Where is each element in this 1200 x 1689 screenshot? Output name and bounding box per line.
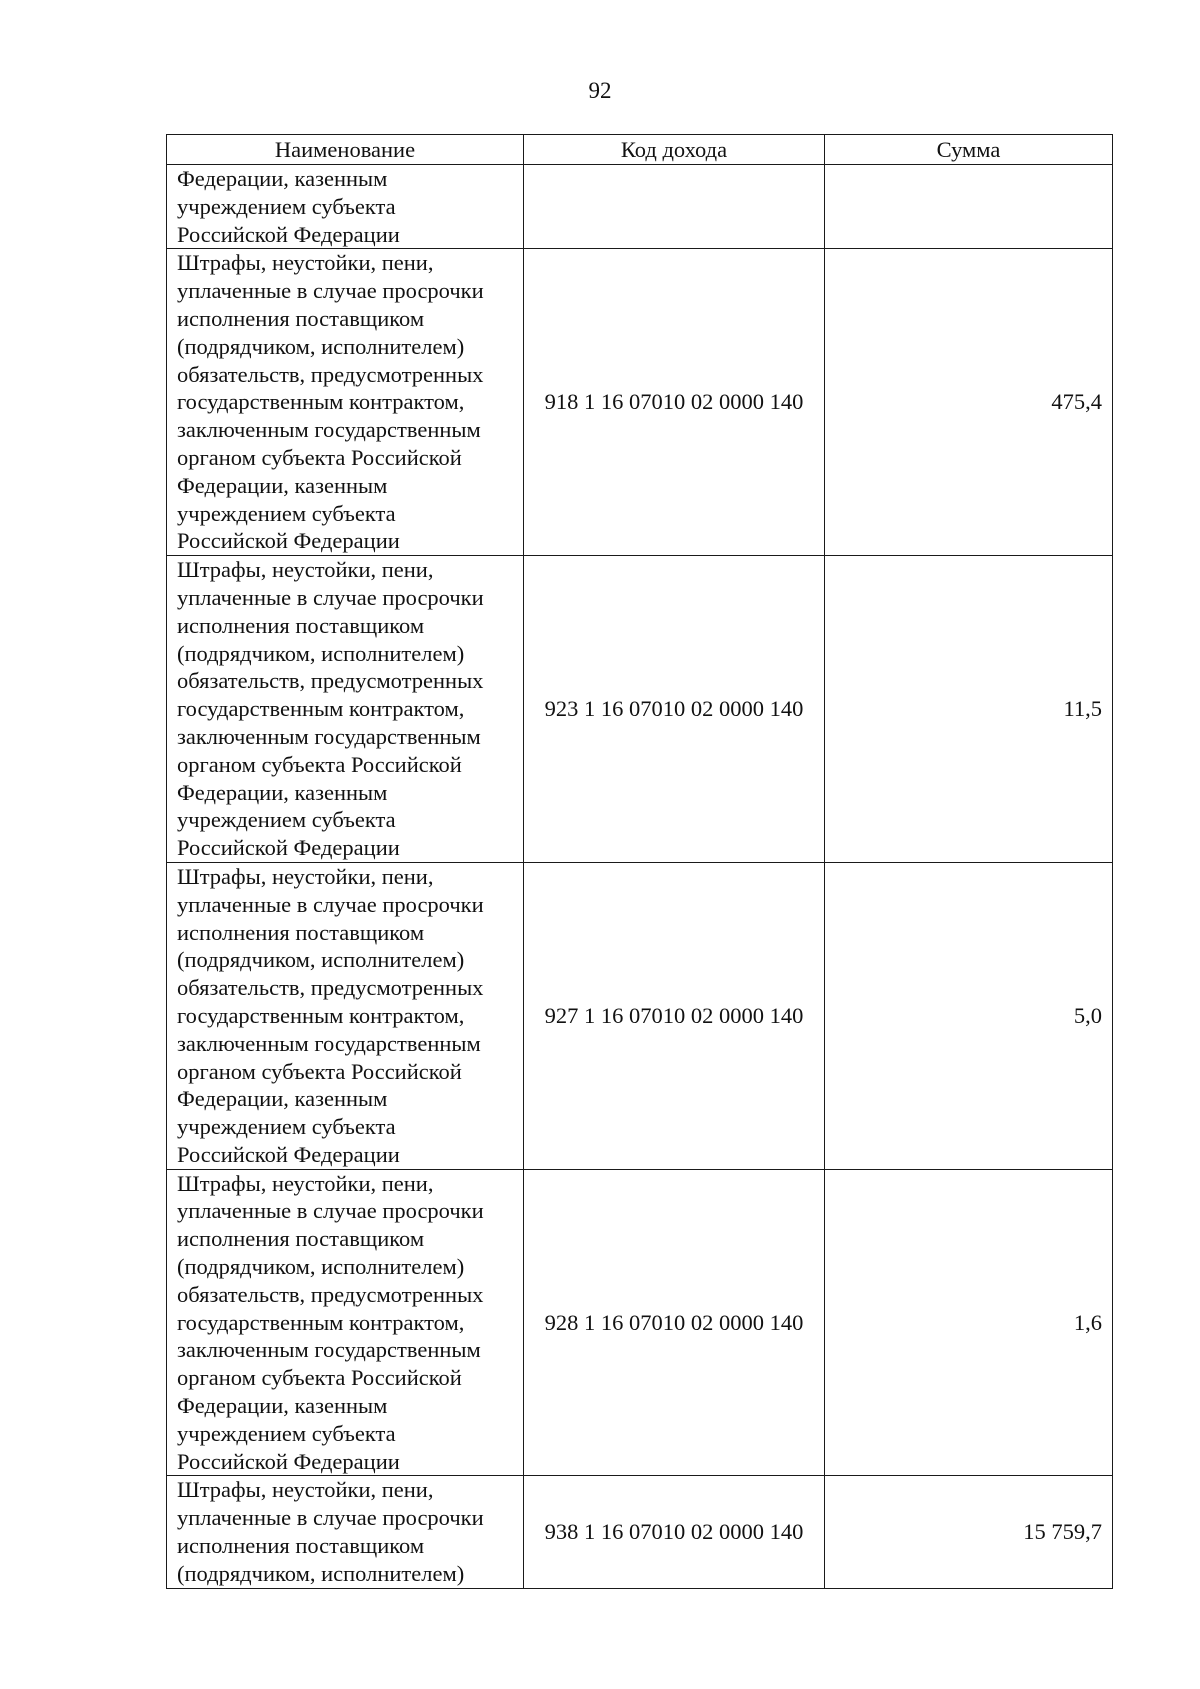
cell-name-line: Российской Федерации bbox=[177, 528, 400, 554]
table-row bbox=[167, 1169, 1113, 1476]
cell-name-line: исполнения поставщиком bbox=[177, 612, 425, 638]
cell-name-line: обязательств, предусмотренных bbox=[177, 975, 484, 1001]
header-row bbox=[167, 135, 1113, 165]
cell-name-line: государственным контрактом, bbox=[177, 1002, 465, 1028]
cell-name-line: уплаченные в случае просрочки bbox=[177, 278, 484, 304]
table-body bbox=[167, 165, 1113, 1589]
cell-sum: 15 759,7 bbox=[825, 1476, 1113, 1588]
cell-sum bbox=[825, 165, 1113, 249]
cell-code: 923 1 16 07010 02 0000 140 bbox=[524, 556, 825, 863]
cell-name-line: заключенным государственным bbox=[177, 1030, 481, 1056]
cell-code: 928 1 16 07010 02 0000 140 bbox=[524, 1169, 825, 1476]
cell-name-line: учреждением субъекта bbox=[177, 193, 396, 219]
cell-name-line: (подрядчиком, исполнителем) bbox=[177, 333, 465, 359]
cell-name-line: органом субъекта Российской bbox=[177, 1058, 462, 1084]
cell-name-line: исполнения поставщиком bbox=[177, 1226, 425, 1252]
cell-name-line: Федерации, казенным bbox=[177, 1393, 388, 1419]
cell-name bbox=[167, 862, 524, 1169]
cell-sum: 475,4 bbox=[825, 249, 1113, 556]
cell-name-line: органом субъекта Российской bbox=[177, 1365, 462, 1391]
cell-name-line: обязательств, предусмотренных bbox=[177, 1281, 484, 1307]
cell-name bbox=[167, 1169, 524, 1476]
cell-name bbox=[167, 1476, 524, 1588]
cell-name-line: уплаченные в случае просрочки bbox=[177, 1505, 484, 1531]
cell-name-line: Штрафы, неустойки, пени, bbox=[177, 863, 434, 889]
cell-name-line: заключенным государственным bbox=[177, 1337, 481, 1363]
cell-name-line: Федерации, казенным bbox=[177, 472, 388, 498]
cell-name-line: исполнения поставщиком bbox=[177, 305, 425, 331]
cell-name-line: (подрядчиком, исполнителем) bbox=[177, 640, 465, 666]
cell-name-line: заключенным государственным bbox=[177, 723, 481, 749]
header-code: Код дохода bbox=[524, 135, 825, 165]
cell-name-line: (подрядчиком, исполнителем) bbox=[177, 1254, 465, 1280]
cell-name-line: исполнения поставщиком bbox=[177, 919, 425, 945]
table-row bbox=[167, 165, 1113, 249]
cell-name-line: Федерации, казенным bbox=[177, 779, 388, 805]
cell-name-line: учреждением субъекта bbox=[177, 1114, 396, 1140]
cell-name bbox=[167, 556, 524, 863]
table-row bbox=[167, 249, 1113, 556]
cell-code: 938 1 16 07010 02 0000 140 bbox=[524, 1476, 825, 1588]
table-row bbox=[167, 862, 1113, 1169]
cell-name-line: органом субъекта Российской bbox=[177, 444, 462, 470]
cell-name-line: Штрафы, неустойки, пени, bbox=[177, 250, 434, 276]
cell-code: 918 1 16 07010 02 0000 140 bbox=[524, 249, 825, 556]
cell-name-line: уплаченные в случае просрочки bbox=[177, 1198, 484, 1224]
cell-name-line: Штрафы, неустойки, пени, bbox=[177, 1477, 434, 1503]
cell-name-line: обязательств, предусмотренных bbox=[177, 668, 484, 694]
cell-sum: 1,6 bbox=[825, 1169, 1113, 1476]
cell-name-line: (подрядчиком, исполнителем) bbox=[177, 1560, 465, 1586]
cell-name-line: обязательств, предусмотренных bbox=[177, 361, 484, 387]
cell-name-line: Российской Федерации bbox=[177, 221, 400, 247]
cell-name bbox=[167, 249, 524, 556]
cell-name-line: государственным контрактом, bbox=[177, 389, 465, 415]
cell-name-line: Российской Федерации bbox=[177, 1448, 400, 1474]
cell-name-line: заключенным государственным bbox=[177, 417, 481, 443]
cell-name-line: государственным контрактом, bbox=[177, 696, 465, 722]
cell-sum: 5,0 bbox=[825, 862, 1113, 1169]
income-table bbox=[166, 134, 1113, 1589]
cell-code: 927 1 16 07010 02 0000 140 bbox=[524, 862, 825, 1169]
cell-name-line: государственным контрактом, bbox=[177, 1309, 465, 1335]
cell-name-line: (подрядчиком, исполнителем) bbox=[177, 947, 465, 973]
cell-name-line: Штрафы, неустойки, пени, bbox=[177, 557, 434, 583]
cell-name-line: учреждением субъекта bbox=[177, 807, 396, 833]
cell-name-line: исполнения поставщиком bbox=[177, 1533, 425, 1559]
cell-name-line: Федерации, казенным bbox=[177, 166, 388, 191]
cell-name-line: Федерации, казенным bbox=[177, 1086, 388, 1112]
table-row bbox=[167, 1476, 1113, 1588]
table-header bbox=[167, 135, 1113, 165]
cell-name bbox=[167, 165, 524, 249]
header-sum: Сумма bbox=[825, 135, 1113, 165]
cell-name-line: Российской Федерации bbox=[177, 1141, 400, 1167]
header-name: Наименование bbox=[167, 135, 524, 165]
cell-name-line: учреждением субъекта bbox=[177, 1420, 396, 1446]
cell-name-line: органом субъекта Российской bbox=[177, 751, 462, 777]
cell-sum: 11,5 bbox=[825, 556, 1113, 863]
cell-name-line: Российской Федерации bbox=[177, 835, 400, 861]
cell-name-line: Штрафы, неустойки, пени, bbox=[177, 1170, 434, 1196]
cell-name-line: уплаченные в случае просрочки bbox=[177, 584, 484, 610]
page-number: 92 bbox=[588, 78, 612, 103]
table-row bbox=[167, 556, 1113, 863]
cell-name-line: уплаченные в случае просрочки bbox=[177, 891, 484, 917]
cell-name-line: учреждением субъекта bbox=[177, 500, 396, 526]
cell-code bbox=[524, 165, 825, 249]
